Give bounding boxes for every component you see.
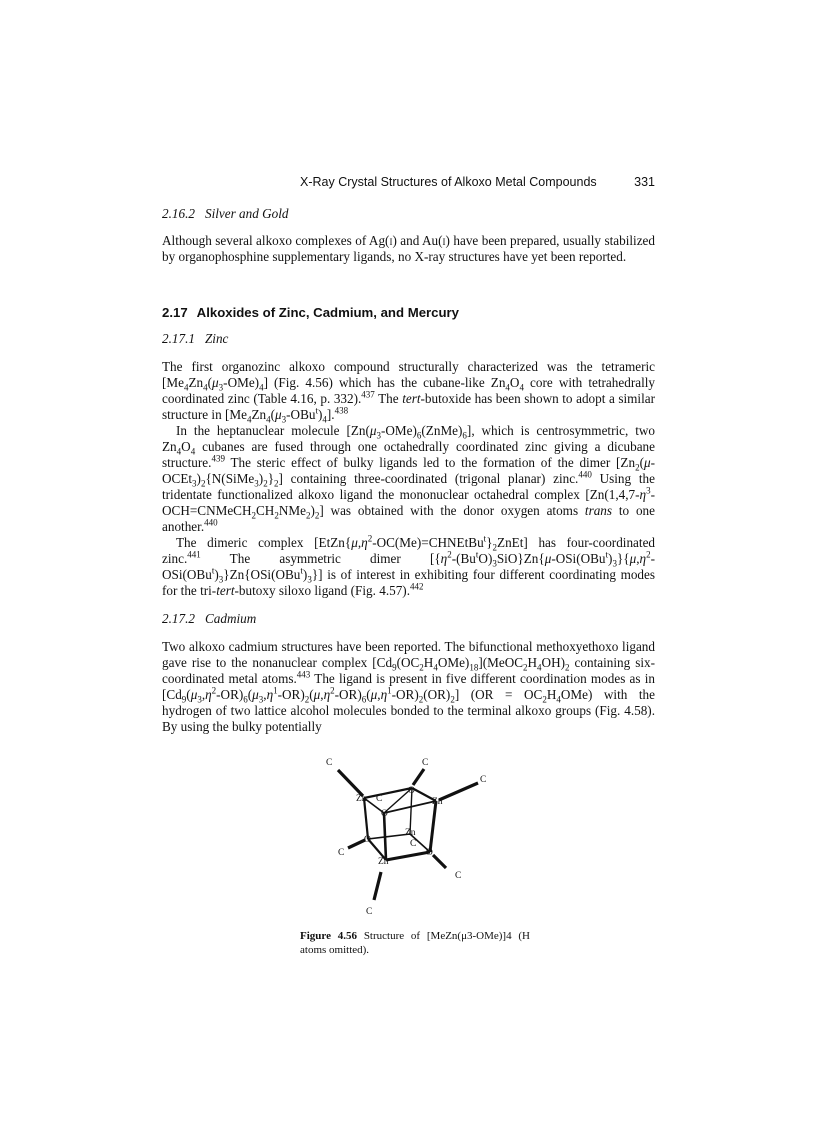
page-number: 331 (634, 175, 655, 189)
atom-label-c: C (376, 794, 383, 804)
subsection-number: 2.17.2 (162, 611, 195, 626)
figure-caption-label: Figure 4.56 (300, 930, 358, 942)
paragraph-cadmium: Two alkoxo cadmium structures have been reported. The bifunctional methoxyethoxo ligand gave rise to the nonanuclear complex $[Cd_9(OC_2H_4OMe)_{18}](MeOC_2H_4OH)_2$ containing six-coordinated metal atoms.$^{443}$ The ligand is present in five different coordination modes as in $[Cd_9(\mu_3,\eta^2-OR)_6(\mu_3,\eta^1-OR)_2(\mu,\eta^2-OR)_6(\mu,\eta^1-OR)_2(OR)_2] (OR = OC_2H_4OMe)$ with the hydrogen of two lattice alcohol molecules bonded to the terminal alkoxo groups (Fig. 4.58). By using the bulky potentially (162, 639, 655, 734)
atom-label-c: C (455, 871, 462, 881)
subsection-title: Cadmium (204, 611, 257, 626)
atom-label-c: C (410, 839, 417, 849)
subsection-number: 2.16.2 (162, 206, 195, 221)
atom-label-o: O (408, 786, 415, 796)
section-heading-zn-cd-hg (162, 305, 459, 320)
subsection-heading-silver-gold (162, 206, 288, 222)
section-title: Alkoxides of Zinc, Cadmium, and Mercury (196, 305, 460, 320)
paragraph-zinc: The first organozinc alkoxo compound structurally characterized was the tetrameric $[Me_4Zn_4(\mu_3-OMe)_4]$ (Fig. 4.56) which has the cubane-like $Zn_4O_4$ core with tetrahedrally coordinated zinc (Table 4.16, p. 332).$^{437}$ The tert-butoxide has been shown to adopt a similar structure in $[Me_4Zn_4(\mu_3-OBu^t)_4].^{438}$ In the heptanuclear molecule $[Zn(\mu_3-OMe)_6(ZnMe)_6]$, which is centrosymmetric, two $Zn_4O_4$ cubanes are fused through one octahedrally coordinated zinc giving a dicubane structure.$^{439}$ The steric effect of bulky ligands led to the formation of the dimer $[Zn_2(\mu-OCEt_3)_2\{N(SiMe_3)_2\}_2]$ containing three-coordinated (trigonal planar) zinc.$^{440}$ Using the tridentate functionalized alkoxo ligand the mononuclear octahedral complex $[Zn(1,4,7-\eta^3-OCH=CNMeCH_2CH_2NMe_2)_2]$ was obtained with the donor oxygen atoms trans to one another.$^{440}$ The dimeric complex $[EtZn\{\mu,\eta^2-OC(Me)=CHNEtBu^t\}_2ZnEt]$ has four-coordinated zinc.$^{441}$ The asymmetric dimer $[\{\eta^2-(Bu^tO)_3SiO\}Zn\{\mu-OSi(OBu^t)_3\}\{\mu,\eta^2-OSi(OBu^t)_3\}Zn\{OSi(OBu^t)_3\}]$ is of interest in exhibiting four different coordinating modes for the tri-tert-butoxy siloxo ligand (Fig. 4.57).$^{442}$ (162, 359, 656, 598)
atom-label-zn: Zn (432, 797, 443, 807)
atom-label-zn: Zn (405, 828, 416, 838)
atom-label-o: O (426, 848, 433, 858)
figure-caption-text: Structure of [MeZn(μ3-OMe)]4 (H atoms omitted). (300, 930, 530, 956)
section-number: 2.17 (162, 305, 188, 320)
atom-label-zn: Zn (356, 794, 367, 804)
subsection-number: 2.17.1 (162, 331, 195, 346)
atom-label-c: C (326, 758, 333, 768)
subsection-heading-cadmium (162, 611, 256, 627)
subsection-title: Zinc (204, 331, 229, 346)
subsection-title: Silver and Gold (204, 206, 289, 221)
atom-label-o: O (381, 809, 388, 819)
atom-label-c: C (422, 758, 429, 768)
figure-4-56-structure (300, 712, 500, 917)
atom-label-c: C (480, 775, 487, 785)
subsection-heading-zinc (162, 331, 228, 347)
running-title: X-Ray Crystal Structures of Alkoxo Metal Compounds (300, 175, 597, 189)
atom-label-c: C (366, 907, 373, 917)
paragraph-silver-gold: Although several alkoxo complexes of Ag(i) and Au(i) have been prepared, usually stabilized by organophosphine supplementary ligands, no X-ray structures have yet been reported. (162, 233, 655, 264)
figure-caption (300, 930, 530, 957)
running-header (300, 175, 655, 189)
atom-label-zn: Zn (378, 857, 389, 867)
atom-label-c: C (338, 848, 345, 858)
atom-label-o: O (364, 835, 371, 845)
